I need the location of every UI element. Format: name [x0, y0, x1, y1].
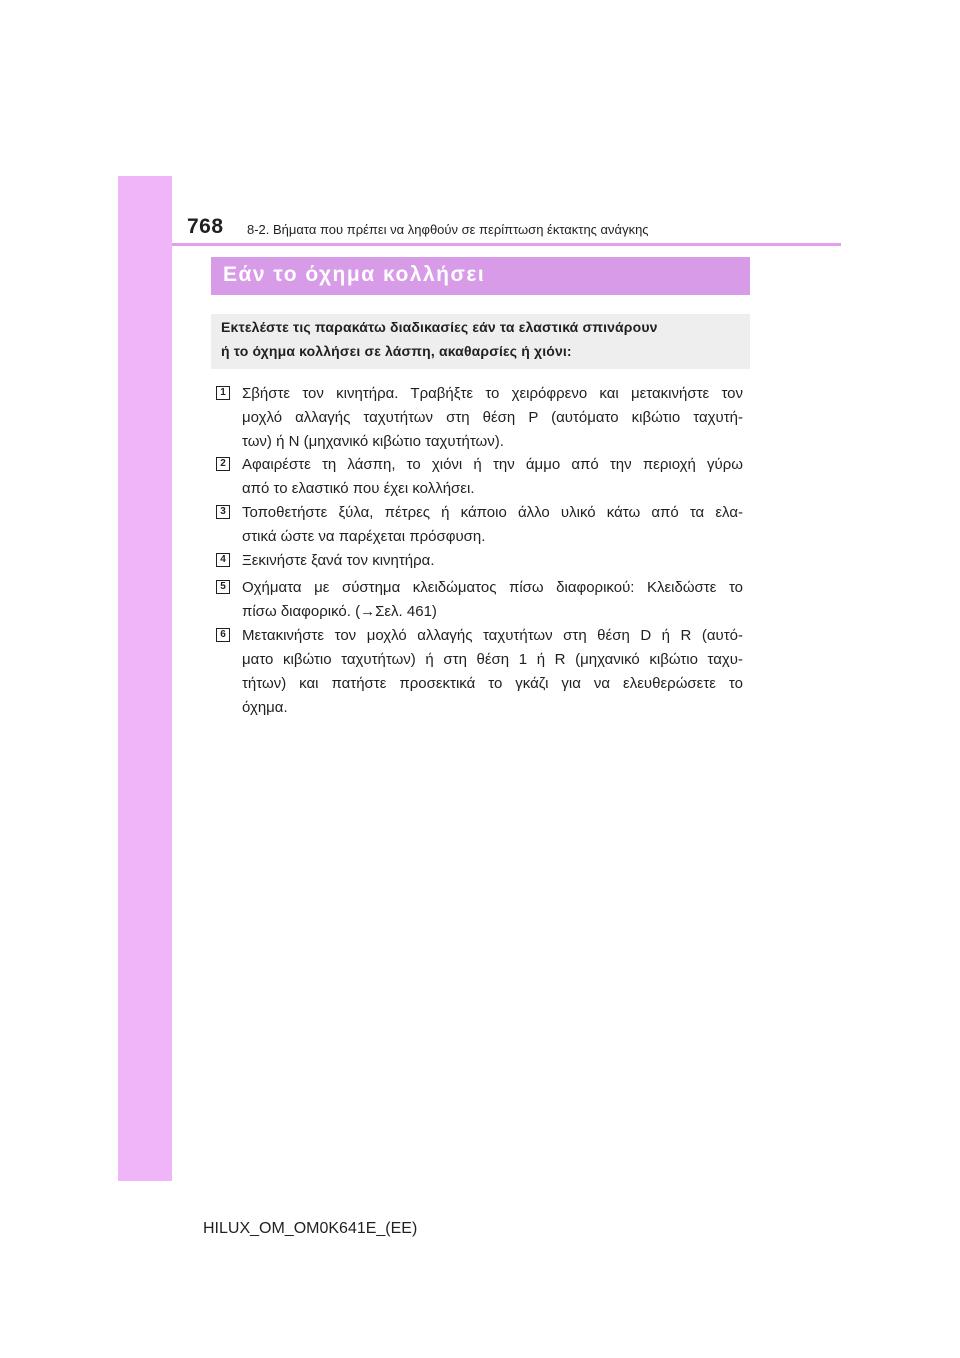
step-text-line: στικά ώστε να παρέχεται πρόσφυση. — [242, 528, 486, 545]
step-number-badge: 5 — [216, 580, 230, 594]
step-text-line: ματο κιβώτιο ταχυτήτων) ή στη θέση 1 ή R (μηχανικό κιβώτιο ταχυ- — [242, 651, 743, 668]
step-text-line: τήτων) και πατήστε προσεκτικά το γκάζι για να ελευθερώσετε το — [242, 675, 743, 692]
step-text-line: Σβήστε τον κινητήρα. Τραβήξτε το χειρόφρενο και μετακινήστε τον — [242, 385, 743, 402]
page-number: 768 — [187, 215, 224, 238]
step-text-line: Αφαιρέστε τη λάσπη, το χιόνι ή την άμμο από την περιοχή γύρω — [242, 456, 743, 473]
header-divider — [172, 243, 841, 246]
document-id-footer: HILUX_OM_OM0K641E_(EE) — [203, 1220, 418, 1237]
step-number-badge: 3 — [216, 505, 230, 519]
step-text-line: των) ή N (μηχανικό κιβώτιο ταχυτήτων). — [242, 433, 504, 450]
step-number-badge: 2 — [216, 457, 230, 471]
step-text-line: πίσω διαφορικό. (→Σελ. 461) — [242, 603, 437, 620]
chapter-side-tab — [118, 176, 172, 1181]
intro-box — [211, 314, 750, 369]
step-text-line: Μετακινήστε τον μοχλό αλλαγής ταχυτήτων στη θέση D ή R (αυτό- — [242, 627, 743, 644]
step-text-line: όχημα. — [242, 699, 288, 716]
step-text-line: Οχήματα με σύστημα κλειδώματος πίσω διαφορικού: Κλειδώστε το — [242, 579, 743, 596]
step-text-line: μοχλό αλλαγής ταχυτήτων στη θέση P (αυτόματο κιβώτιο ταχυτή- — [242, 409, 743, 426]
step-number-badge: 1 — [216, 386, 230, 400]
step-text-line: Τοποθετήστε ξύλα, πέτρες ή κάποιο άλλο υλικό κάτω από τα ελα- — [242, 504, 743, 521]
step-number-badge: 6 — [216, 628, 230, 642]
intro-line: Εκτελέστε τις παρακάτω διαδικασίες εάν τα ελαστικά σπινάρουν — [221, 319, 658, 335]
step-number-badge: 4 — [216, 553, 230, 567]
step-text-line: Ξεκινήστε ξανά τον κινητήρα. — [242, 552, 435, 569]
intro-line: ή το όχημα κολλήσει σε λάσπη, ακαθαρσίες ή χιόνι: — [221, 343, 572, 359]
section-banner — [211, 257, 750, 295]
step-text-line: από το ελαστικό που έχει κολλήσει. — [242, 480, 475, 497]
chapter-title: 8-2. Βήματα που πρέπει να ληφθούν σε περίπτωση έκτακτης ανάγκης — [247, 222, 649, 237]
section-title: Εάν το όχημα κολλήσει — [223, 263, 486, 286]
